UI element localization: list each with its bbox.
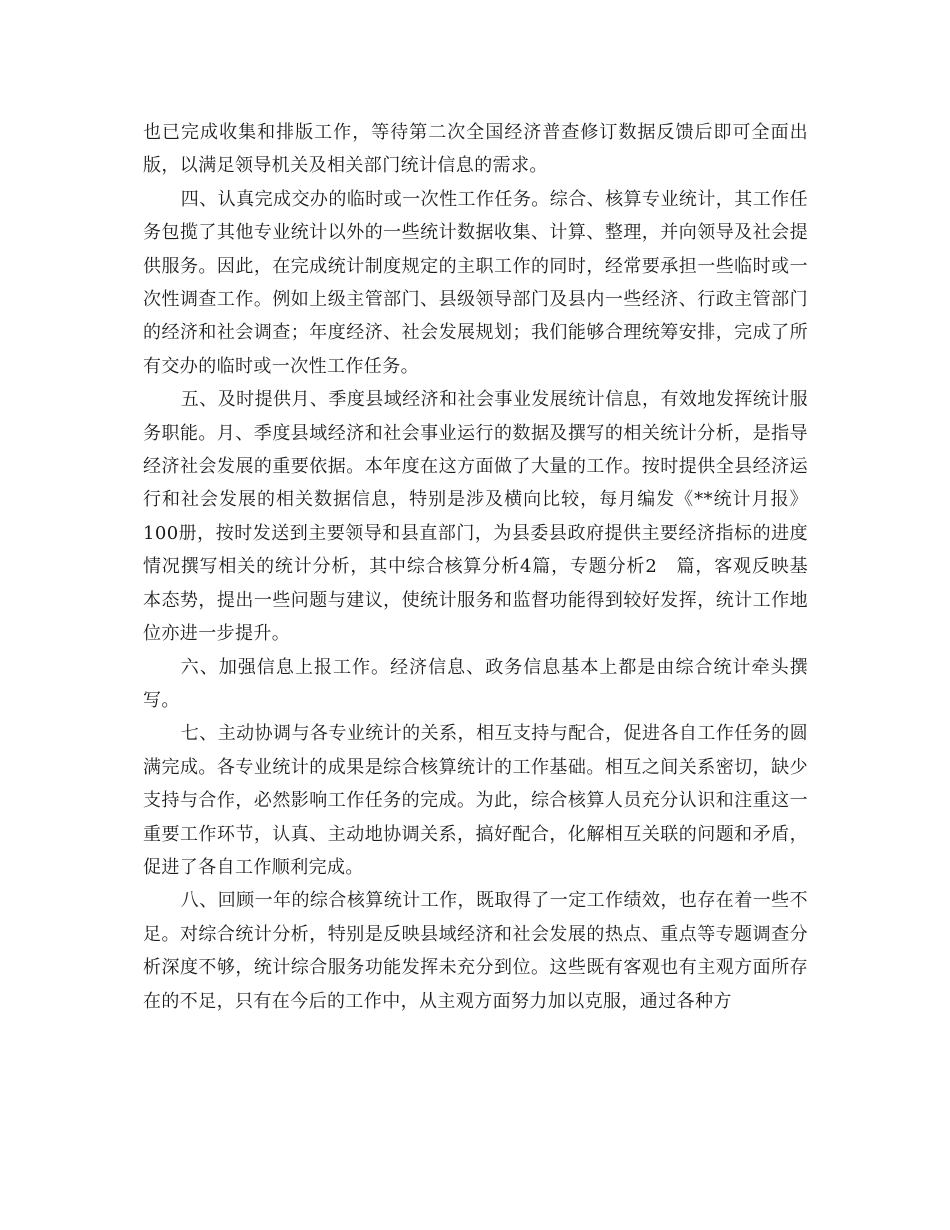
paragraph-item-5: 五、及时提供月、季度县域经济和社会事业发展统计信息，有效地发挥统计服务职能。月、季度县域经济和社会事业运行的数据及撰写的相关统计分析，是指导经济社会发展的重要依据。本年度在这方面做了大量的工作。按时提供全县经济运行和社会发展的相关数据信息，特别是涉及横向比较，每月编发《**统计月报》100册，按时发送到主要领导和县直部门，为县委县政府提供主要经济指标的进度情况撰写相关的统计分析，其中综合核算分析4篇，专题分析2 篇，客观反映基本态势，提出一些问题与建议，使统计服务和监督功能得到较好发挥，统计工作地位亦进一步提升。 bbox=[143, 389, 808, 645]
paragraph-continuation: 也已完成收集和排版工作，等待第二次全国经济普查修订数据反馈后即可全面出版，以满足领导机关及相关部门统计信息的需求。 bbox=[143, 122, 808, 177]
paragraph-item-4: 四、认真完成交办的临时或一次性工作任务。综合、核算专业统计，其工作任务包揽了其他专业统计以外的一些统计数据收集、计算、整理，并向领导及社会提供服务。因此，在完成统计制度规定的主职工作的同时，经常要承担一些临时或一次性调查工作。例如上级主管部门、县级领导部门及县内一些经济、行政主管部门的经济和社会调查；年度经济、社会发展规划；我们能够合理统筹安排，完成了所有交办的临时或一次性工作任务。 bbox=[143, 188, 808, 377]
paragraph-item-8: 八、回顾一年的综合核算统计工作，既取得了一定工作绩效，也存在着一些不足。对综合统计分析，特别是反映县域经济和社会发展的热点、重点等专题调查分析深度不够，统计综合服务功能发挥未充分到位。这些既有客观也有主观方面所存在的不足，只有在今后的工作中，从主观方面努力加以克服，通过各种方 bbox=[143, 890, 808, 1012]
paragraph-item-7: 七、主动协调与各专业统计的关系，相互支持与配合，促进各自工作任务的圆满完成。各专业统计的成果是综合核算统计的工作基础。相互之间关系密切，缺少支持与合作，必然影响工作任务的完成。为此，综合核算人员充分认识和注重这一重要工作环节，认真、主动地协调关系，搞好配合，化解相互关联的问题和矛盾，促进了各自工作顺利完成。 bbox=[143, 723, 808, 878]
document-body bbox=[143, 116, 808, 1018]
paragraph-item-6: 六、加强信息上报工作。经济信息、政务信息基本上都是由综合统计牵头撰写。 bbox=[143, 656, 808, 711]
